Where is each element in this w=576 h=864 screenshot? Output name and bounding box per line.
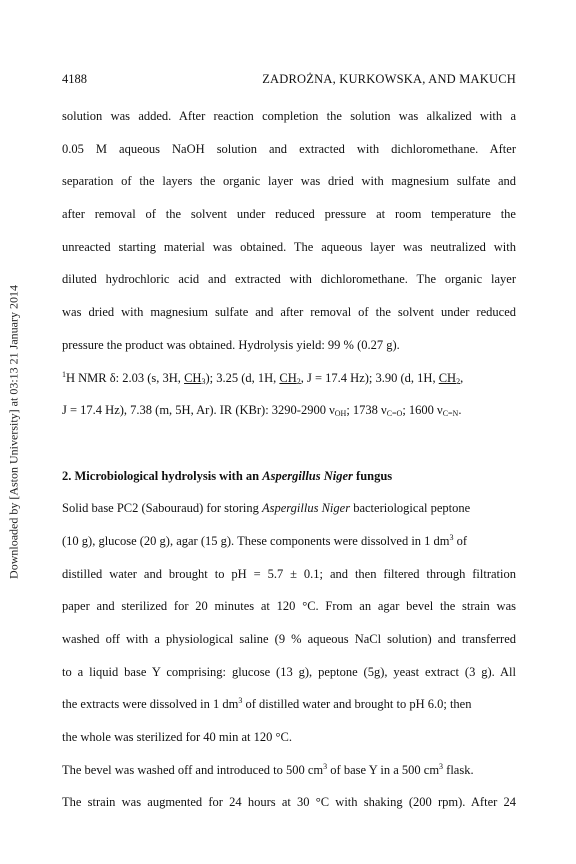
subscript: C=O xyxy=(386,409,403,419)
subscript: C=N xyxy=(442,409,459,419)
page-number: 4188 xyxy=(62,72,87,86)
line-text: the extracts were dissolved in 1 dm xyxy=(62,697,239,712)
ir-text: ; 1738 ν xyxy=(346,403,387,418)
body-text xyxy=(62,100,516,819)
nmr-data-line-1 xyxy=(62,362,516,395)
formula-text: CH xyxy=(184,370,202,385)
nmr-text: , J = 17.4 Hz); 3.90 (d, 1H, xyxy=(300,370,439,385)
paragraph-line xyxy=(62,525,516,558)
paragraph-line: 0.05 M aqueous NaOH solution and extracted with dichloromethane. After xyxy=(62,141,516,156)
paragraph-line: separation of the layers the organic layer was dried with magnesium sulfate and xyxy=(62,174,516,189)
superscript: 3 xyxy=(439,761,444,771)
paragraph-line xyxy=(62,754,516,787)
species-name: Aspergillus Niger xyxy=(261,501,351,516)
ir-text: ; 1600 ν xyxy=(402,403,443,418)
superscript: 1 xyxy=(62,369,66,379)
paragraph-line: paper and sterilized for 20 minutes at 120 °C. From an agar bevel the strain was xyxy=(62,599,516,614)
paragraph-line: the whole was sterilized for 40 min at 120 °C. xyxy=(62,730,292,745)
download-watermark: Downloaded by [Aston University] at 03:13 21 January 2014 xyxy=(6,285,21,579)
paragraph-line: unreacted starting material was obtained. The aqueous layer was neutralized with xyxy=(62,239,516,254)
paragraph-line: The strain was augmented for 24 hours at 30 °C with shaking (200 rpm). After 24 xyxy=(62,795,516,810)
line-text: Solid base PC2 (Sabouraud) for storing xyxy=(62,501,262,516)
subscript: 2 xyxy=(456,376,461,386)
nmr-text: , xyxy=(460,370,464,385)
nmr-text: H NMR δ: 2.03 (s, 3H, xyxy=(66,370,185,385)
line-text: (10 g), glucose (20 g), agar (15 g). These components were dissolved in 1 dm xyxy=(62,533,450,548)
line-text: bacteriological peptone xyxy=(350,501,471,516)
paragraph-line: pressure the product was obtained. Hydrolysis yield: 99 % (0.27 g). xyxy=(62,337,400,352)
page-header xyxy=(62,72,516,90)
section-heading xyxy=(62,460,516,493)
paragraph-line: was dried with magnesium sulfate and after removal of the solvent under reduced xyxy=(62,305,516,320)
spacer xyxy=(62,427,516,460)
superscript: 3 xyxy=(238,696,243,706)
ir-data-line xyxy=(62,394,516,427)
ch3-group xyxy=(184,371,205,385)
paragraph-line xyxy=(62,688,516,721)
ir-text: . xyxy=(458,403,462,418)
running-head: ZADROŻNA, KURKOWSKA, AND MAKUCH xyxy=(262,72,516,86)
line-text: flask. xyxy=(443,762,474,777)
subscript: OH xyxy=(334,409,347,419)
formula-text: CH xyxy=(279,370,297,385)
ch2-group xyxy=(439,371,460,385)
line-text: of distilled water and brought to pH 6.0; then xyxy=(242,697,472,712)
paragraph-line: after removal of the solvent under reduced pressure at room temperature the xyxy=(62,207,516,222)
superscript: 3 xyxy=(323,761,328,771)
paragraph-line: distilled water and brought to pH = 5.7 ± 0.1; and then filtered through filtration xyxy=(62,566,516,581)
paragraph-line: solution was added. After reaction completion the solution was alkalized with a xyxy=(62,109,516,123)
subscript: 3 xyxy=(201,376,206,386)
formula-text: CH xyxy=(438,370,457,385)
heading-text: fungus xyxy=(352,468,393,483)
heading-species-name: Aspergillus Niger xyxy=(262,468,353,483)
superscript: 3 xyxy=(449,532,454,542)
line-text: of xyxy=(453,533,468,548)
line-text: of base Y in a 500 cm xyxy=(327,762,440,777)
paragraph-line: to a liquid base Y comprising: glucose (13 g), peptone (5g), yeast extract (3 g). All xyxy=(62,664,516,679)
nmr-text: ); 3.25 (d, 1H, xyxy=(205,370,280,385)
paragraph-line: diluted hydrochloric acid and extracted with dichloromethane. The organic layer xyxy=(62,272,516,287)
line-text: The bevel was washed off and introduced to 500 cm xyxy=(62,762,324,777)
subscript: 2 xyxy=(296,376,301,386)
paragraph-line xyxy=(62,492,516,525)
ch2-group xyxy=(279,371,300,385)
ir-text: J = 17.4 Hz), 7.38 (m, 5H, Ar). IR (KBr): 3290-2900 ν xyxy=(62,403,335,418)
heading-text: 2. Microbiological hydrolysis with an xyxy=(62,468,263,483)
paragraph-line: washed off with a physiological saline (9 % aqueous NaCl solution) and transferred xyxy=(62,632,516,646)
